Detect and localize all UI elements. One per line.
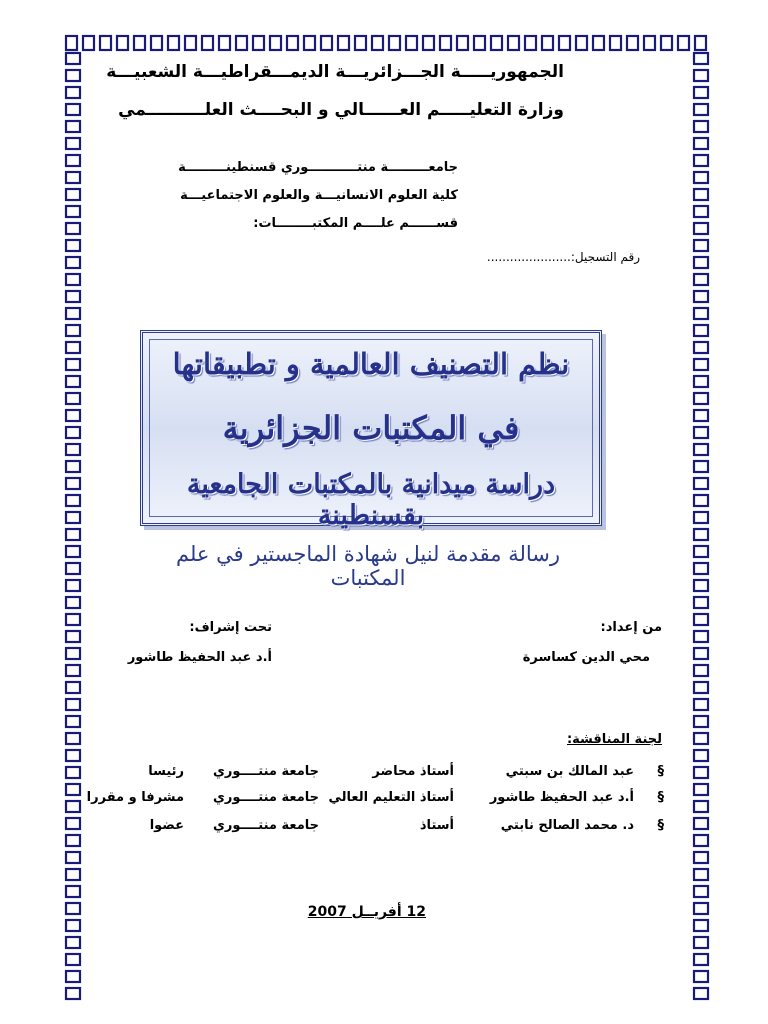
bullet-icon: § bbox=[657, 764, 664, 779]
border-ornament bbox=[694, 971, 708, 982]
border-ornament bbox=[66, 563, 80, 574]
border-ornament bbox=[100, 36, 111, 50]
border-ornament bbox=[694, 954, 708, 965]
border-ornament bbox=[66, 971, 80, 982]
border-ornament bbox=[694, 291, 708, 302]
prepared-by-label: من إعداد: bbox=[600, 620, 662, 635]
border-ornament bbox=[627, 36, 638, 50]
border-ornament bbox=[694, 104, 708, 115]
border-ornament bbox=[66, 240, 80, 251]
border-ornament bbox=[66, 886, 80, 897]
border-ornament bbox=[66, 597, 80, 608]
border-ornament bbox=[694, 495, 708, 506]
border-ornament bbox=[694, 376, 708, 387]
member-university: جامعة منتــــوري bbox=[212, 818, 319, 833]
committee-member-row bbox=[104, 818, 664, 840]
border-ornament bbox=[491, 36, 502, 50]
border-ornament bbox=[694, 206, 708, 217]
border-ornament bbox=[559, 36, 570, 50]
border-ornament bbox=[694, 903, 708, 914]
border-ornament bbox=[694, 750, 708, 761]
border-ornament bbox=[694, 699, 708, 710]
member-rank: أستاذ التعليم العالي bbox=[328, 790, 454, 805]
member-university: جامعة منتــــوري bbox=[212, 764, 319, 779]
border-ornament bbox=[66, 342, 80, 353]
border-ornament bbox=[694, 733, 708, 744]
border-ornament bbox=[66, 801, 80, 812]
border-ornament bbox=[66, 291, 80, 302]
border-ornament bbox=[66, 869, 80, 880]
border-ornament bbox=[694, 614, 708, 625]
border-ornament bbox=[66, 733, 80, 744]
border-ornament bbox=[66, 53, 80, 64]
border-ornament bbox=[694, 631, 708, 642]
border-ornament bbox=[66, 546, 80, 557]
committee-member-row bbox=[104, 764, 664, 786]
border-ornament bbox=[66, 529, 80, 540]
border-ornament bbox=[304, 36, 315, 50]
registration-number: رقم التسجيل:...................... bbox=[486, 250, 640, 264]
border-ornament bbox=[694, 427, 708, 438]
border-ornament bbox=[321, 36, 332, 50]
border-ornament bbox=[66, 138, 80, 149]
border-ornament bbox=[694, 155, 708, 166]
border-ornament bbox=[66, 308, 80, 319]
border-ornament bbox=[219, 36, 230, 50]
border-ornament bbox=[644, 36, 655, 50]
border-ornament bbox=[694, 257, 708, 268]
border-ornament bbox=[66, 376, 80, 387]
border-ornament bbox=[66, 70, 80, 81]
border-ornament bbox=[66, 835, 80, 846]
border-ornament bbox=[694, 393, 708, 404]
border-ornament bbox=[66, 665, 80, 676]
supervision-label: تحت إشراف: bbox=[189, 620, 272, 635]
border-ornament bbox=[423, 36, 434, 50]
border-ornament bbox=[694, 359, 708, 370]
border-ornament bbox=[694, 784, 708, 795]
border-ornament bbox=[694, 240, 708, 251]
border-ornament bbox=[66, 920, 80, 931]
border-ornament bbox=[474, 36, 485, 50]
border-ornament bbox=[694, 546, 708, 557]
border-ornament bbox=[66, 121, 80, 132]
border-ornament bbox=[287, 36, 298, 50]
border-ornament bbox=[66, 580, 80, 591]
border-ornament bbox=[66, 223, 80, 234]
member-name: عبد المالك بن سبتي bbox=[505, 764, 634, 779]
border-ornament bbox=[694, 461, 708, 472]
border-ornament bbox=[66, 478, 80, 489]
border-ornament bbox=[117, 36, 128, 50]
thesis-title-line-2: في المكتبات الجزائرية bbox=[222, 409, 520, 447]
border-ornament bbox=[66, 206, 80, 217]
border-ornament bbox=[694, 189, 708, 200]
thesis-subtitle: رسالة مقدمة لنيل شهادة الماجستير في علم المكتبات bbox=[176, 542, 560, 590]
border-ornament bbox=[694, 852, 708, 863]
border-ornament bbox=[694, 138, 708, 149]
border-ornament bbox=[66, 172, 80, 183]
border-ornament bbox=[66, 750, 80, 761]
thesis-title-line-3: دراسة ميدانية بالمكتبات الجامعية بقسنطينة bbox=[186, 469, 556, 531]
member-name: د. محمد الصالح نابتي bbox=[500, 818, 634, 833]
border-ornament bbox=[457, 36, 468, 50]
border-ornament bbox=[694, 886, 708, 897]
member-rank: أستاذ محاضر bbox=[372, 764, 454, 779]
author-name: محي الدين كساسرة bbox=[522, 650, 650, 665]
border-ornament bbox=[66, 189, 80, 200]
member-university: جامعة منتــــوري bbox=[212, 790, 319, 805]
border-ornament bbox=[661, 36, 672, 50]
bullet-icon: § bbox=[657, 790, 664, 805]
border-ornament bbox=[253, 36, 264, 50]
border-ornament bbox=[694, 342, 708, 353]
member-role: مشرفا و مقررا bbox=[86, 790, 184, 805]
border-ornament bbox=[83, 36, 94, 50]
border-ornament bbox=[695, 36, 706, 50]
border-ornament bbox=[440, 36, 451, 50]
border-ornament bbox=[66, 104, 80, 115]
border-ornament bbox=[610, 36, 621, 50]
border-ornament bbox=[66, 818, 80, 829]
border-ornament bbox=[508, 36, 519, 50]
university-name: جامعـــــــــة منتـــــــــــوري قسنطينـــــــــة bbox=[178, 160, 458, 175]
border-ornament bbox=[694, 223, 708, 234]
border-ornament bbox=[66, 614, 80, 625]
border-ornament bbox=[678, 36, 689, 50]
border-ornament bbox=[66, 427, 80, 438]
member-rank: أستاذ bbox=[419, 818, 454, 833]
border-ornament bbox=[694, 274, 708, 285]
republic-header: الجمهوريـــــة الجـــزائريـــة الديمـــقراطيـــة الشعبيـــة bbox=[106, 62, 564, 82]
border-ornament bbox=[66, 682, 80, 693]
border-ornament bbox=[66, 512, 80, 523]
border-ornament bbox=[202, 36, 213, 50]
committee-member-row bbox=[86, 790, 664, 812]
border-ornament bbox=[66, 36, 77, 50]
border-ornament bbox=[66, 87, 80, 98]
border-ornament bbox=[694, 767, 708, 778]
border-ornament bbox=[694, 682, 708, 693]
thesis-title-line-1: نظم التصنيف العالمية و تطبيقاتها bbox=[172, 347, 570, 381]
border-ornament bbox=[525, 36, 536, 50]
committee-label: لجنة المناقشة: bbox=[566, 732, 662, 747]
border-ornament bbox=[694, 512, 708, 523]
border-ornament bbox=[66, 274, 80, 285]
border-ornament bbox=[66, 699, 80, 710]
border-ornament bbox=[66, 784, 80, 795]
border-ornament bbox=[694, 665, 708, 676]
border-ornament bbox=[694, 818, 708, 829]
border-ornament bbox=[66, 631, 80, 642]
border-ornament bbox=[372, 36, 383, 50]
border-ornament bbox=[694, 988, 708, 999]
department-name: قســــــم علــــم المكتبــــــــات: bbox=[253, 216, 458, 231]
border-ornament bbox=[185, 36, 196, 50]
member-role: عضوا bbox=[149, 818, 184, 833]
border-ornament bbox=[694, 478, 708, 489]
border-ornament bbox=[338, 36, 349, 50]
border-ornament bbox=[66, 903, 80, 914]
border-ornament bbox=[66, 257, 80, 268]
border-ornament bbox=[66, 444, 80, 455]
member-role: رئيسا bbox=[148, 764, 184, 779]
border-ornament bbox=[576, 36, 587, 50]
border-ornament bbox=[694, 920, 708, 931]
border-ornament bbox=[66, 716, 80, 727]
border-ornament bbox=[355, 36, 366, 50]
border-ornament bbox=[694, 325, 708, 336]
thesis-title-box bbox=[140, 330, 602, 531]
border-ornament bbox=[694, 87, 708, 98]
border-ornament bbox=[694, 835, 708, 846]
supervisor-name: أ.د عبد الحفيظ طاشور bbox=[127, 650, 272, 665]
border-ornament bbox=[694, 410, 708, 421]
faculty-name: كلية العلوم الانسانيـــة والعلوم الاجتماعيـــة bbox=[180, 188, 458, 203]
border-ornament bbox=[694, 308, 708, 319]
border-ornament bbox=[389, 36, 400, 50]
border-ornament bbox=[542, 36, 553, 50]
border-ornament bbox=[694, 716, 708, 727]
border-ornament bbox=[168, 36, 179, 50]
border-ornament bbox=[694, 648, 708, 659]
border-ornament bbox=[66, 767, 80, 778]
border-ornament bbox=[694, 580, 708, 591]
border-ornament bbox=[694, 172, 708, 183]
border-ornament bbox=[694, 801, 708, 812]
submission-date: 12 أفريــل 2007 bbox=[307, 904, 426, 920]
border-ornament bbox=[593, 36, 604, 50]
border-ornament bbox=[66, 461, 80, 472]
border-ornament bbox=[694, 529, 708, 540]
member-name: أ.د عبد الحفيظ طاشور bbox=[489, 790, 634, 805]
border-ornament bbox=[66, 495, 80, 506]
border-ornament bbox=[134, 36, 145, 50]
border-ornament bbox=[66, 393, 80, 404]
border-ornament bbox=[66, 155, 80, 166]
border-ornament bbox=[66, 988, 80, 999]
border-ornament bbox=[694, 937, 708, 948]
border-ornament bbox=[66, 954, 80, 965]
border-ornament bbox=[694, 597, 708, 608]
border-ornament bbox=[694, 121, 708, 132]
border-ornament bbox=[66, 937, 80, 948]
border-ornament bbox=[66, 410, 80, 421]
border-ornament bbox=[694, 869, 708, 880]
border-ornament bbox=[66, 852, 80, 863]
border-ornament bbox=[236, 36, 247, 50]
bullet-icon: § bbox=[657, 818, 664, 833]
border-ornament bbox=[694, 563, 708, 574]
border-ornament bbox=[66, 359, 80, 370]
border-ornament bbox=[694, 444, 708, 455]
ministry-header: وزارة التعليـــــم العــــــالي و البحــــث العلــــــــــمي bbox=[118, 100, 564, 120]
border-ornament bbox=[694, 70, 708, 81]
border-ornament bbox=[694, 53, 708, 64]
border-ornament bbox=[66, 325, 80, 336]
border-ornament bbox=[270, 36, 281, 50]
border-ornament bbox=[406, 36, 417, 50]
border-ornament bbox=[66, 648, 80, 659]
border-ornament bbox=[151, 36, 162, 50]
